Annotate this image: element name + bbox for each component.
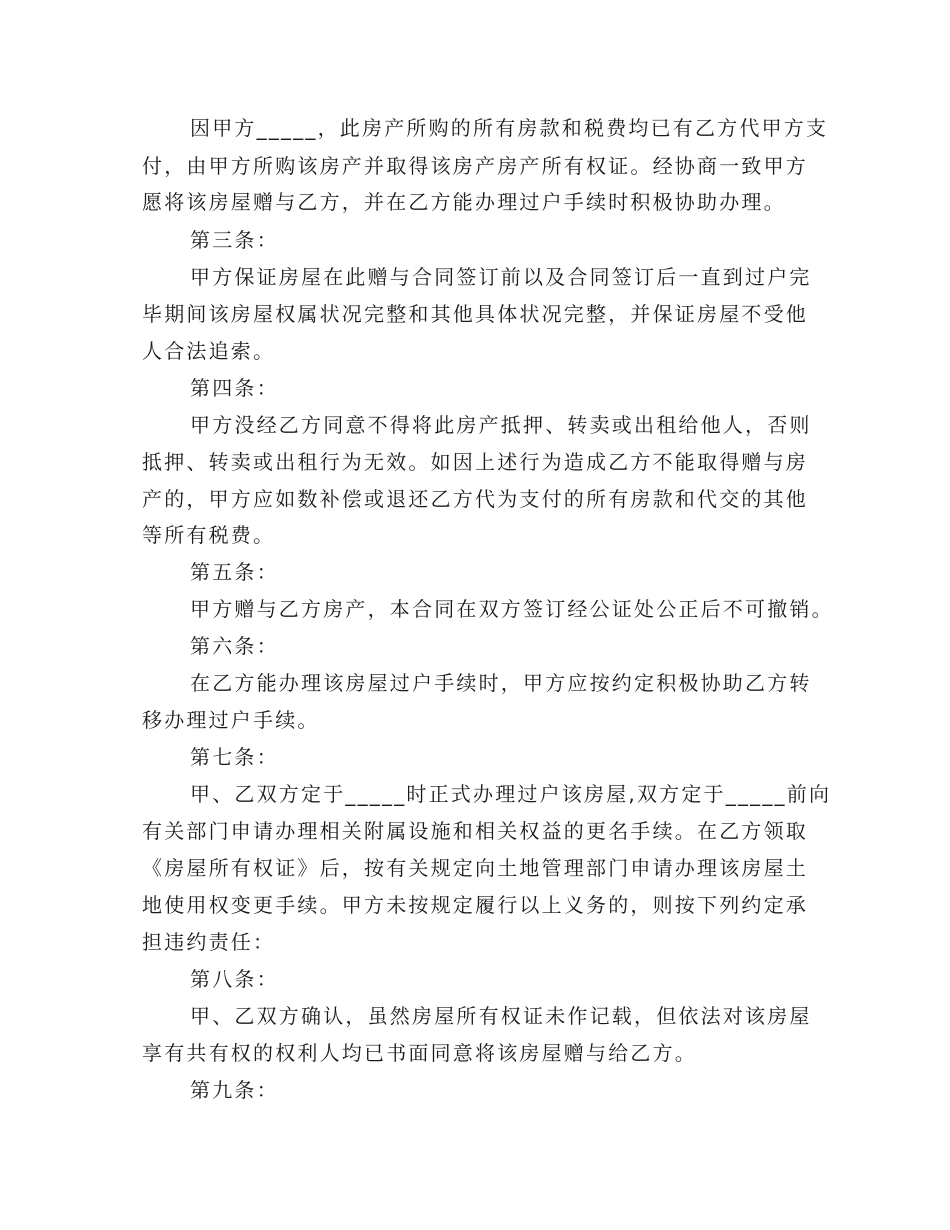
paragraph-line: 地使用权变更手续。甲方未按规定履行以上义务的，则按下列约定承 (142, 893, 808, 917)
paragraph-line: 等所有税费。 (142, 523, 276, 547)
paragraph-line: 愿将该房屋赠与乙方，并在乙方能办理过户手续时积极协助办理。 (142, 190, 786, 214)
paragraph-line: 在乙方能办理该房屋过户手续时，甲方应按约定积极协助乙方转 (190, 671, 812, 695)
article-heading: 第五条： (190, 560, 279, 584)
article-heading: 第九条： (190, 1078, 279, 1102)
paragraph-line: 毕期间该房屋权属状况完整和其他具体状况完整，并保证房屋不受他 (142, 302, 808, 326)
paragraph-line: 有关部门申请办理相关附属设施和相关权益的更名手续。在乙方领取 (142, 819, 808, 843)
paragraph-line: 付，由甲方所购该房产并取得该房产房产所有权证。经协商一致甲方 (142, 154, 808, 178)
paragraph-line: 产的，甲方应如数补偿或退还乙方代为支付的所有房款和代交的其他 (142, 487, 808, 511)
paragraph-line: 享有共有权的权利人均已书面同意将该房屋赠与给乙方。 (142, 1041, 697, 1065)
paragraph-line: 因甲方_____，此房产所购的所有房款和税费均已有乙方代甲方支 (190, 116, 829, 140)
paragraph-line: 担违约责任： (142, 930, 276, 954)
paragraph-line: 甲方赠与乙方房产，本合同在双方签订经公证处公正后不可撤销。 (190, 597, 834, 621)
paragraph-line: 抵押、转卖或出租行为无效。如因上述行为造成乙方不能取得赠与房 (142, 450, 808, 474)
article-heading: 第四条： (190, 376, 279, 400)
paragraph-line: 甲、乙双方定于_____时正式办理过户该房屋,双方定于_____前向 (190, 782, 832, 806)
article-heading: 第三条： (190, 228, 279, 252)
paragraph-line: 《房屋所有权证》后，按有关规定向土地管理部门申请办理该房屋土 (142, 856, 808, 880)
paragraph-line: 甲方没经乙方同意不得将此房产抵押、转卖或出租给他人，否则 (190, 413, 812, 437)
paragraph-line: 甲方保证房屋在此赠与合同签订前以及合同签订后一直到过户完 (190, 265, 812, 289)
paragraph-line: 人合法追索。 (142, 339, 276, 363)
paragraph-line: 移办理过户手续。 (142, 708, 320, 732)
article-heading: 第七条： (190, 745, 279, 769)
paragraph-line: 甲、乙双方确认，虽然房屋所有权证未作记载，但依法对该房屋 (190, 1004, 812, 1028)
article-heading: 第八条： (190, 967, 279, 991)
article-heading: 第六条： (190, 634, 279, 658)
